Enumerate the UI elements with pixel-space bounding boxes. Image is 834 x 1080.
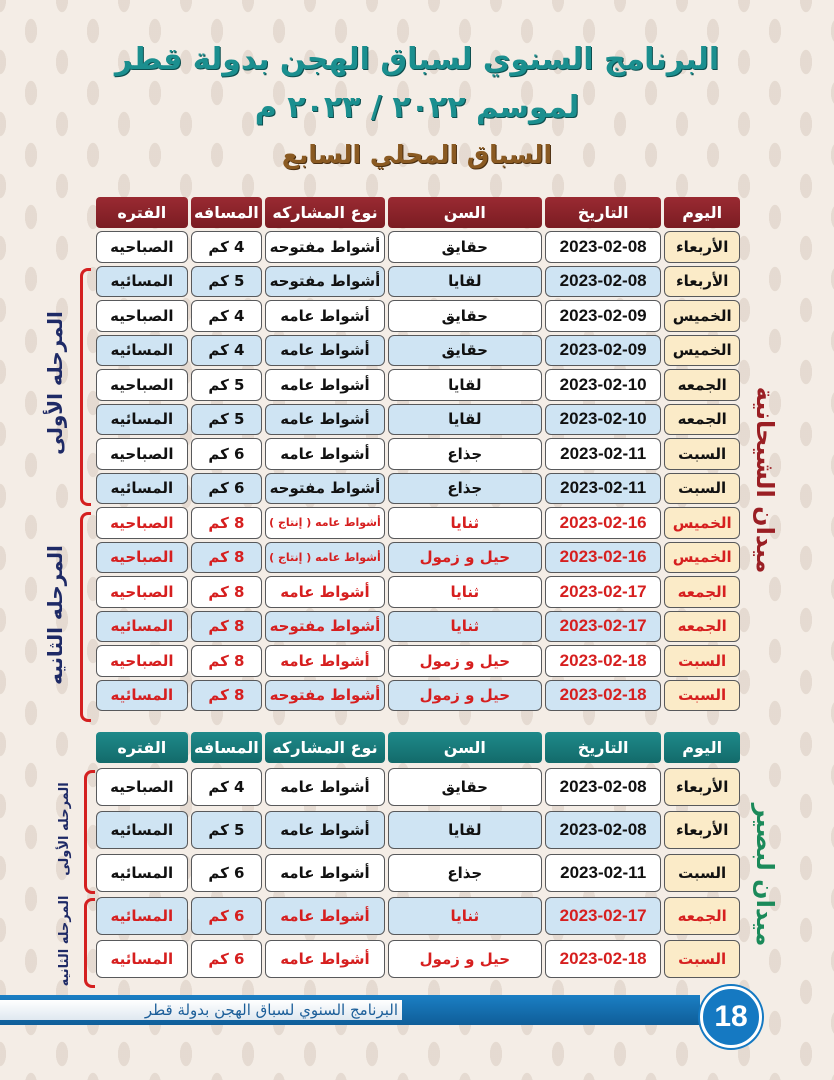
day-cell: السبت: [664, 680, 740, 712]
date-cell: 2023-02-09: [545, 335, 661, 367]
day-cell: السبت: [664, 473, 740, 505]
stage2-bracket-2: [84, 898, 95, 988]
table-row: [96, 680, 740, 712]
period-cell: المسائيه: [96, 266, 188, 298]
date-cell: 2023-02-17: [545, 576, 661, 608]
schedule-table-shahaniya: [96, 197, 740, 711]
day-cell: الجمعه: [664, 576, 740, 608]
age-cell: حيل و زمول: [388, 940, 542, 978]
distance-cell: 4 كم: [191, 231, 263, 263]
table-row: [96, 645, 740, 677]
age-cell: جذاع: [388, 854, 542, 892]
stage2-label: المرحله الثانيه: [43, 545, 67, 685]
period-cell: الصباحيه: [96, 507, 188, 539]
footer-text: البرنامج السنوي لسباق الهجن بدولة قطر: [144, 1001, 398, 1019]
date-cell: 2023-02-08: [545, 811, 661, 849]
page-title: البرنامج السنوي لسباق الهجن بدولة قطر: [114, 42, 720, 77]
distance-cell: 5 كم: [191, 369, 263, 401]
day-cell: السبت: [664, 940, 740, 978]
age-cell: ثنايا: [388, 897, 542, 935]
distance-cell: 5 كم: [191, 266, 263, 298]
type-cell: أشواط عامه: [265, 811, 384, 849]
day-cell: الأربعاء: [664, 768, 740, 806]
table-row: [96, 507, 740, 539]
distance-cell: 5 كم: [191, 404, 263, 436]
day-cell: الجمعه: [664, 611, 740, 643]
age-cell: لقايا: [388, 266, 542, 298]
date-cell: 2023-02-17: [545, 611, 661, 643]
table-row: [96, 231, 740, 263]
distance-cell: 4 كم: [191, 335, 263, 367]
schedule-table-lebsair: [96, 732, 740, 978]
date-cell: 2023-02-18: [545, 680, 661, 712]
stage2-bracket: [80, 512, 91, 722]
type-cell: أشواط مفتوحه: [265, 266, 384, 298]
day-cell: الجمعه: [664, 369, 740, 401]
type-cell: أشواط عامه: [265, 576, 384, 608]
col-distance: المسافه: [191, 732, 263, 763]
col-date: التاريخ: [545, 197, 661, 228]
type-cell: أشواط عامه: [265, 645, 384, 677]
period-cell: الصباحيه: [96, 542, 188, 574]
period-cell: المسائيه: [96, 897, 188, 935]
type-cell: أشواط عامه: [265, 940, 384, 978]
period-cell: الصباحيه: [96, 300, 188, 332]
distance-cell: 6 كم: [191, 940, 263, 978]
type-cell: أشواط عامه: [265, 897, 384, 935]
type-cell: أشواط عامه: [265, 335, 384, 367]
age-cell: حقايق: [388, 231, 542, 263]
type-cell: أشواط مفتوحه: [265, 680, 384, 712]
age-cell: جذاع: [388, 473, 542, 505]
age-cell: حقايق: [388, 300, 542, 332]
day-cell: السبت: [664, 854, 740, 892]
table-row: [96, 768, 740, 806]
col-type: نوع المشاركه: [265, 197, 384, 228]
age-cell: ثنايا: [388, 611, 542, 643]
date-cell: 2023-02-09: [545, 300, 661, 332]
date-cell: 2023-02-08: [545, 231, 661, 263]
date-cell: 2023-02-11: [545, 473, 661, 505]
date-cell: 2023-02-11: [545, 438, 661, 470]
stage1-label-2: المرحله الأولى: [57, 782, 72, 876]
type-cell: أشواط عامه: [265, 369, 384, 401]
table-row: [96, 542, 740, 574]
period-cell: المسائيه: [96, 473, 188, 505]
age-cell: لقايا: [388, 811, 542, 849]
col-distance: المسافه: [191, 197, 263, 228]
age-cell: حيل و زمول: [388, 542, 542, 574]
distance-cell: 4 كم: [191, 768, 263, 806]
period-cell: المسائيه: [96, 940, 188, 978]
date-cell: 2023-02-08: [545, 768, 661, 806]
venue-label-shahaniya: ميدان الشيحانية: [751, 386, 779, 574]
col-day: اليوم: [664, 732, 740, 763]
date-cell: 2023-02-10: [545, 404, 661, 436]
type-cell: أشواط عامه: [265, 300, 384, 332]
distance-cell: 8 كم: [191, 542, 263, 574]
period-cell: المسائيه: [96, 680, 188, 712]
type-cell: أشواط عامه ( إنتاج ): [265, 542, 384, 574]
table-row: [96, 897, 740, 935]
type-cell: أشواط مفتوحه: [265, 473, 384, 505]
date-cell: 2023-02-08: [545, 266, 661, 298]
type-cell: أشواط عامه: [265, 438, 384, 470]
day-cell: الجمعه: [664, 897, 740, 935]
age-cell: ثنايا: [388, 576, 542, 608]
period-cell: الصباحيه: [96, 645, 188, 677]
age-cell: لقايا: [388, 404, 542, 436]
type-cell: أشواط عامه ( إنتاج ): [265, 507, 384, 539]
distance-cell: 6 كم: [191, 897, 263, 935]
table-row: [96, 854, 740, 892]
col-age: السن: [388, 732, 542, 763]
type-cell: أشواط عامه: [265, 854, 384, 892]
day-cell: الخميس: [664, 300, 740, 332]
age-cell: جذاع: [388, 438, 542, 470]
distance-cell: 8 كم: [191, 507, 263, 539]
day-cell: الأربعاء: [664, 231, 740, 263]
col-date: التاريخ: [545, 732, 661, 763]
type-cell: أشواط عامه: [265, 404, 384, 436]
table-row: [96, 266, 740, 298]
period-cell: المسائيه: [96, 854, 188, 892]
table-row: [96, 404, 740, 436]
type-cell: أشواط عامه: [265, 768, 384, 806]
day-cell: السبت: [664, 645, 740, 677]
table-row: [96, 611, 740, 643]
period-cell: الصباحيه: [96, 576, 188, 608]
day-cell: الأربعاء: [664, 266, 740, 298]
day-cell: الخميس: [664, 507, 740, 539]
date-cell: 2023-02-10: [545, 369, 661, 401]
distance-cell: 8 كم: [191, 680, 263, 712]
distance-cell: 6 كم: [191, 438, 263, 470]
age-cell: حيل و زمول: [388, 680, 542, 712]
stage1-bracket-2: [84, 770, 95, 894]
season-title: لموسم ٢٠٢٢ / ٢٠٢٣ م: [254, 90, 580, 125]
col-type: نوع المشاركه: [265, 732, 384, 763]
period-cell: المسائيه: [96, 611, 188, 643]
page-number: 18: [700, 986, 762, 1048]
distance-cell: 8 كم: [191, 576, 263, 608]
date-cell: 2023-02-16: [545, 507, 661, 539]
col-period: الفتره: [96, 732, 188, 763]
type-cell: أشواط مفتوحه: [265, 611, 384, 643]
table-row: [96, 940, 740, 978]
period-cell: الصباحيه: [96, 231, 188, 263]
col-period: الفتره: [96, 197, 188, 228]
table-row: [96, 335, 740, 367]
day-cell: الأربعاء: [664, 811, 740, 849]
table-row: [96, 473, 740, 505]
distance-cell: 8 كم: [191, 611, 263, 643]
table-row: [96, 438, 740, 470]
distance-cell: 5 كم: [191, 811, 263, 849]
period-cell: المسائيه: [96, 335, 188, 367]
table-row: [96, 369, 740, 401]
period-cell: الصباحيه: [96, 768, 188, 806]
period-cell: المسائيه: [96, 404, 188, 436]
day-cell: السبت: [664, 438, 740, 470]
table-header: [96, 732, 740, 763]
distance-cell: 4 كم: [191, 300, 263, 332]
date-cell: 2023-02-18: [545, 645, 661, 677]
period-cell: الصباحيه: [96, 369, 188, 401]
period-cell: المسائيه: [96, 811, 188, 849]
stage1-label: المرحله الأولى: [43, 311, 67, 455]
date-cell: 2023-02-17: [545, 897, 661, 935]
table-row: [96, 300, 740, 332]
day-cell: الخميس: [664, 335, 740, 367]
race-subtitle: السباق المحلي السابع: [281, 140, 553, 169]
distance-cell: 8 كم: [191, 645, 263, 677]
age-cell: حقايق: [388, 335, 542, 367]
date-cell: 2023-02-18: [545, 940, 661, 978]
day-cell: الخميس: [664, 542, 740, 574]
date-cell: 2023-02-16: [545, 542, 661, 574]
date-cell: 2023-02-11: [545, 854, 661, 892]
period-cell: الصباحيه: [96, 438, 188, 470]
age-cell: لقايا: [388, 369, 542, 401]
stage2-label-2: المرحله الثانيه: [57, 895, 72, 987]
age-cell: حيل و زمول: [388, 645, 542, 677]
age-cell: ثنايا: [388, 507, 542, 539]
venue-label-lebsair: ميدان لبصير: [751, 803, 779, 947]
type-cell: أشواط مفتوحه: [265, 231, 384, 263]
table-header: [96, 197, 740, 228]
table-row: [96, 811, 740, 849]
stage1-bracket: [80, 268, 91, 506]
age-cell: حقايق: [388, 768, 542, 806]
table-row: [96, 576, 740, 608]
col-day: اليوم: [664, 197, 740, 228]
distance-cell: 6 كم: [191, 854, 263, 892]
col-age: السن: [388, 197, 542, 228]
day-cell: الجمعه: [664, 404, 740, 436]
distance-cell: 6 كم: [191, 473, 263, 505]
